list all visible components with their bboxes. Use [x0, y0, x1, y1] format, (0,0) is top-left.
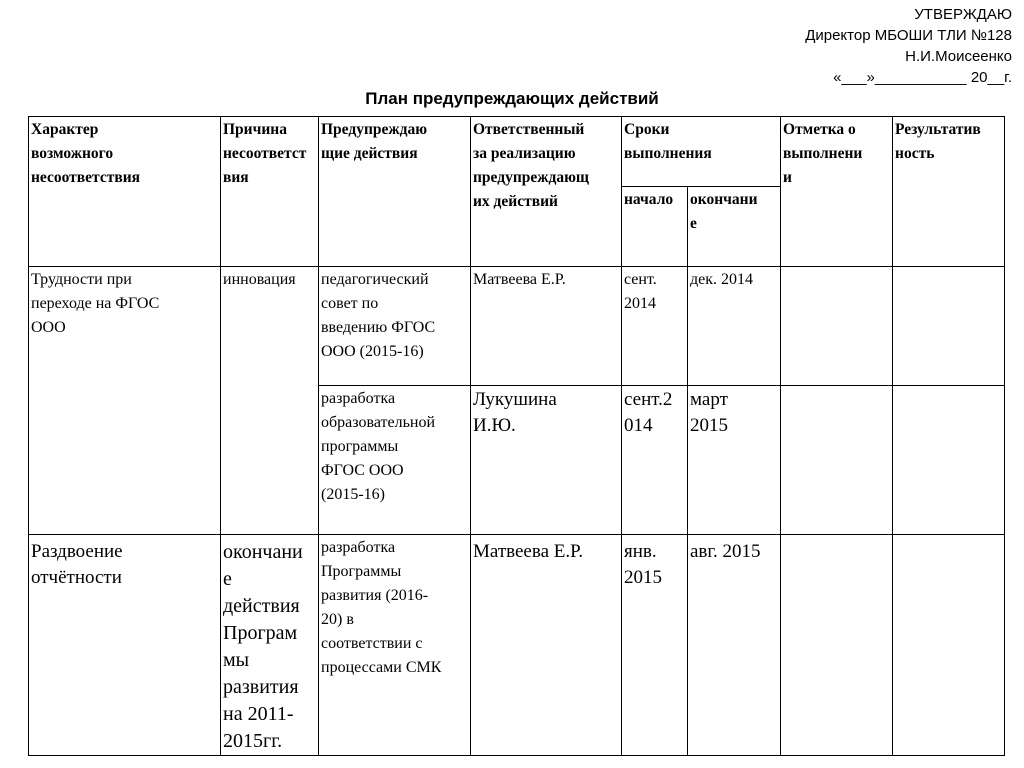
header-start: начало: [622, 187, 688, 267]
approval-signatory: Н.И.Моисеенко: [905, 48, 1012, 65]
cell-actions: разработка образовательной программы ФГОС ООО (2015-16): [319, 386, 471, 535]
cell-responsible: Матвеева Е.Р.: [471, 535, 622, 756]
cell-actions: педагогический совет по введению ФГОС ООО (2015-16): [319, 267, 471, 386]
header-row: [29, 117, 1005, 187]
cell-cause: инновация: [221, 267, 319, 535]
header-responsible: Ответственный за реализацию предупреждающ их действий: [471, 117, 622, 267]
approval-date-line: «___»___________ 20__г.: [833, 69, 1012, 86]
cell-start: янв. 2015: [622, 535, 688, 756]
table-row: [29, 267, 1005, 386]
cell-cause: окончани е действия Програм мы развития на 2011- 2015гг.: [221, 535, 319, 756]
cell-character: Трудности при переходе на ФГОС ООО: [29, 267, 221, 535]
cell-mark: [781, 386, 893, 535]
approval-heading: УТВЕРЖДАЮ: [914, 6, 1012, 23]
plan-table: [28, 116, 1005, 756]
header-end: окончани е: [688, 187, 781, 267]
header-deadlines: Сроки выполнения: [622, 117, 781, 187]
header-result: Результатив ность: [893, 117, 1005, 267]
header-character: Характер возможного несоответствия: [29, 117, 221, 267]
header-mark: Отметка о выполнени и: [781, 117, 893, 267]
cell-mark: [781, 267, 893, 386]
header-actions: Предупреждаю щие действия: [319, 117, 471, 267]
cell-mark: [781, 535, 893, 756]
approval-stamp: [805, 4, 1012, 88]
cell-result: [893, 535, 1005, 756]
header-cause: Причина несоответст вия: [221, 117, 319, 267]
cell-start: сент. 2014: [622, 267, 688, 386]
approval-position: Директор МБОШИ ТЛИ №128: [805, 27, 1012, 44]
cell-end: дек. 2014: [688, 267, 781, 386]
cell-end: март 2015: [688, 386, 781, 535]
cell-responsible: Матвеева Е.Р.: [471, 267, 622, 386]
cell-responsible: Лукушина И.Ю.: [471, 386, 622, 535]
table-row: [29, 535, 1005, 756]
cell-start: сент.2 014: [622, 386, 688, 535]
cell-character: Раздвоение отчётности: [29, 535, 221, 756]
cell-end: авг. 2015: [688, 535, 781, 756]
cell-actions: разработка Программы развития (2016- 20) в соответствии с процессами СМК: [319, 535, 471, 756]
document-title: План предупреждающих действий: [365, 89, 659, 108]
cell-result: [893, 267, 1005, 386]
cell-result: [893, 386, 1005, 535]
